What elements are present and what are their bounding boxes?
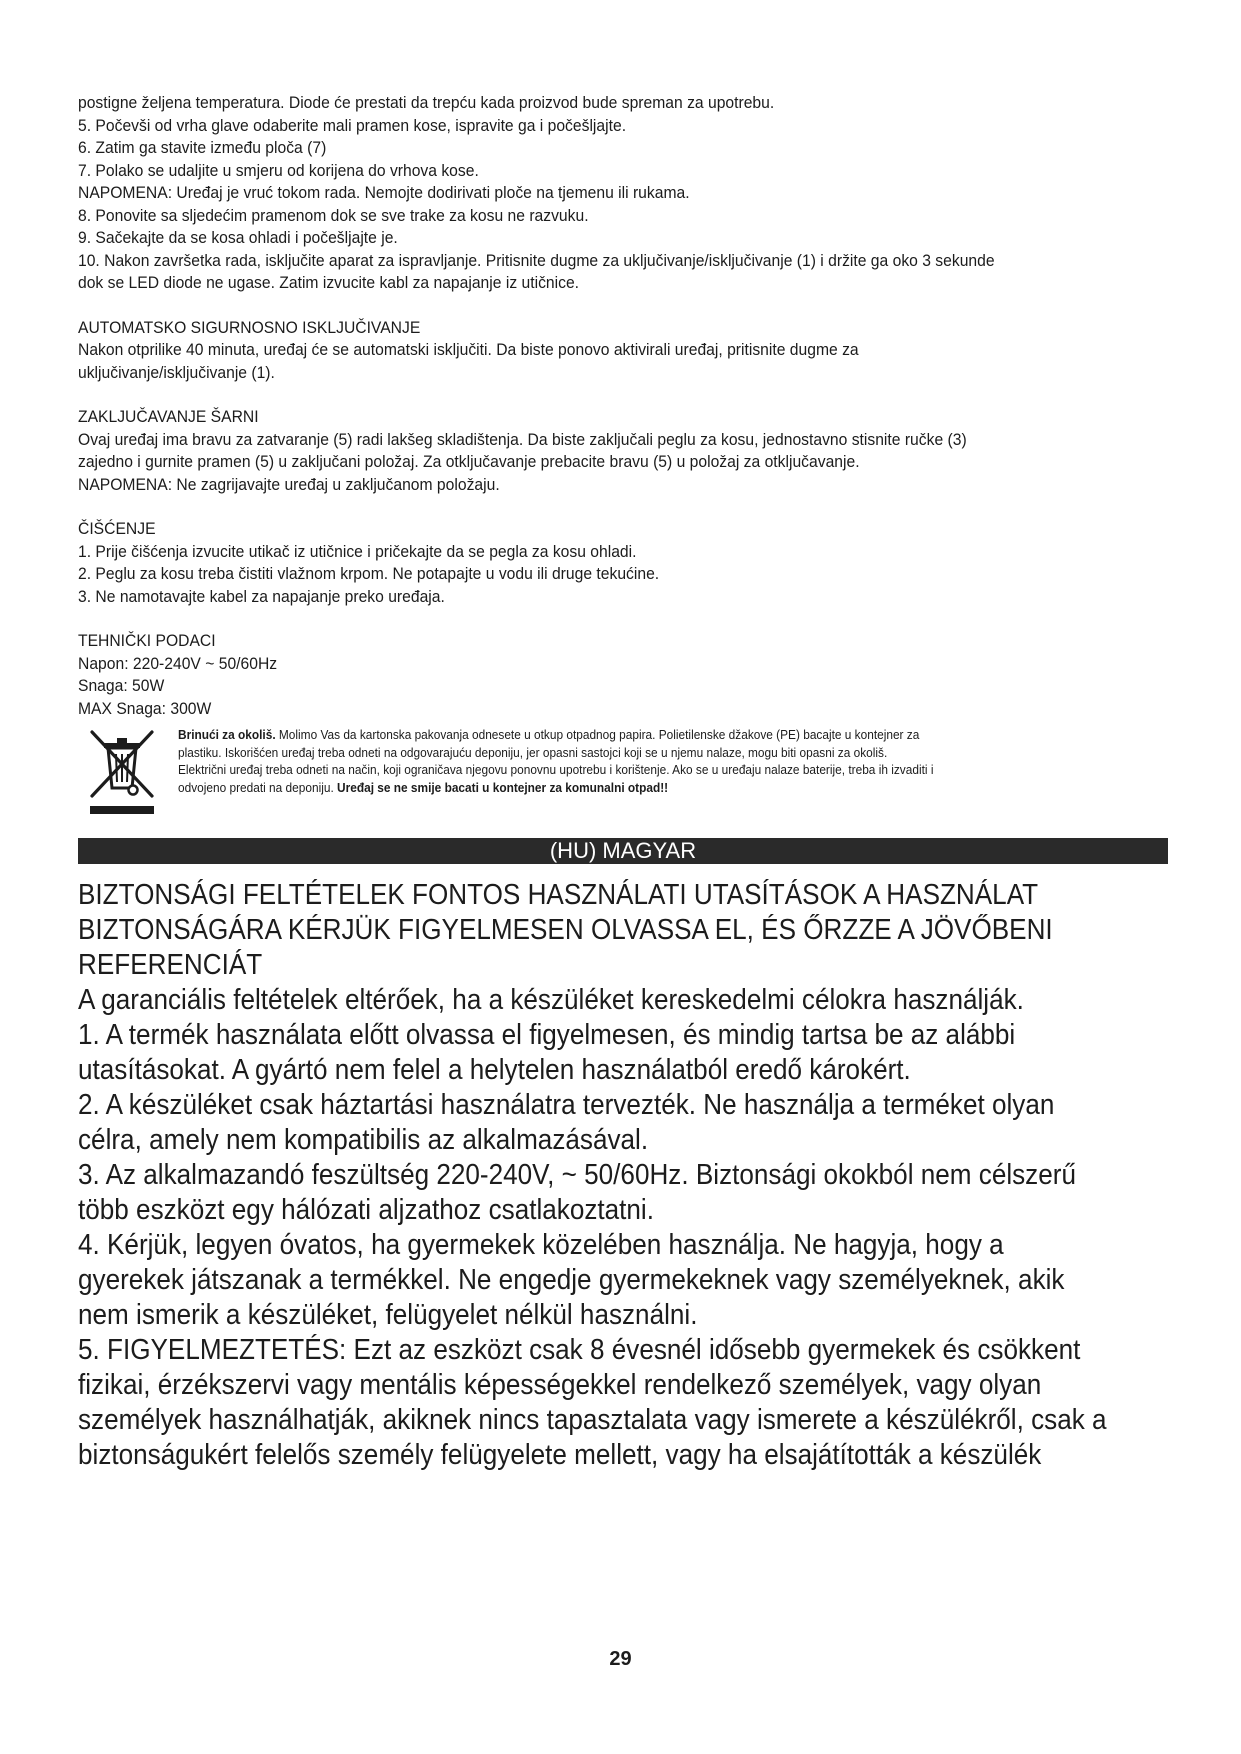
hu-line: gyerekek játszanak a termékkel. Ne engedje gyermekeknek vagy személyeknek, akik [78, 1264, 1065, 1296]
hu-heading-line: REFERENCIÁT [78, 949, 263, 981]
spec-line: MAX Snaga: 300W [78, 699, 212, 718]
cleaning-line: 1. Prije čišćenja izvucite utikač iz utičnice i pričekajte da se pegla za kosu ohladi. [78, 542, 637, 561]
auto-off-line: Nakon otprilike 40 minuta, uređaj će se automatski isključiti. Da biste ponovo aktivirali uređaj, pritisnite dugme za [78, 341, 859, 359]
hu-line: utasításokat. A gyártó nem felel a helytelen használatból eredő károkért. [78, 1054, 911, 1086]
page-number: 29 [609, 1648, 632, 1670]
hu-line: 3. Az alkalmazandó feszültség 220-240V, ~ 50/60Hz. Biztonsági okokból nem célszerű [78, 1159, 1076, 1191]
hinge-lock-line: NAPOMENA: Ne zagrijavajte uređaj u zaključanom položaju. [78, 475, 500, 494]
step-line: dok se LED diode ne ugase. Zatim izvucite kabl za napajanje iz utičnice. [78, 274, 580, 292]
section-heading-auto-off: AUTOMATSKO SIGURNOSNO ISKLJUČIVANJE [78, 318, 421, 337]
section-heading-specs: TEHNIČKI PODACI [78, 632, 216, 650]
step-line: 9. Sačekajte da se kosa ohladi i počešljajte je. [78, 229, 398, 247]
manual-page [78, 92, 1168, 1473]
section-heading-hinge-lock: ZAKLJUČAVANJE ŠARNI [78, 408, 259, 426]
crossed-out-wheelie-bin-icon [86, 726, 162, 816]
hinge-lock-line: zajedno i gurnite pramen (5) u zaključani položaj. Za otključavanje prebacite bravu (5) u položaj za otključavanje. [78, 453, 860, 471]
cleaning-line: 2. Peglu za kosu treba čistiti vlažnom krpom. Ne potapajte u vodu ili druge tekućine. [78, 565, 660, 583]
language-banner: (HU) MAGYAR [78, 838, 1168, 864]
hu-line: 4. Kérjük, legyen óvatos, ha gyermekek közelében használja. Ne hagyja, hogy a [78, 1229, 1004, 1261]
step-line: 5. Počevši od vrha glave odaberite mali pramen kose, ispravite ga i počešljajte. [78, 116, 627, 135]
hu-line: A garanciális feltételek eltérőek, ha a készüléket kereskedelmi célokra használják. [78, 984, 1024, 1016]
spec-line: Napon: 220-240V ~ 50/60Hz [78, 654, 278, 673]
hu-line: 2. A készüléket csak háztartási használatra tervezték. Ne használja a terméket olyan [78, 1089, 1055, 1121]
eco-bold-lead: Brinući za okoliš. [178, 727, 276, 742]
eco-line: plastiku. Iskorišćen uređaj treba odneti na odgovarajuću deponiju, jer opasni sastojci koji se u njemu nalaze, mogu biti opasni za okoliš. [178, 744, 888, 760]
eco-line: odvojeno predati na deponiju. [178, 779, 338, 795]
environment-notice [78, 726, 1168, 812]
hu-line: célra, amely nem kompatibilis az alkalmazásával. [78, 1124, 649, 1156]
environment-notice-text [178, 726, 1159, 796]
step-line: 6. Zatim ga stavite između ploča (7) [78, 139, 327, 157]
section-heading-cleaning: ČIŠĆENJE [78, 520, 156, 538]
serbian-section [78, 92, 1168, 720]
hu-line: személyek használhatják, akiknek nincs tapasztalata vagy ismerete a készülékről, csak a [78, 1404, 1107, 1436]
hu-line: fizikai, érzékszervi vagy mentális képességekkel rendelkező személyek, vagy olyan [78, 1369, 1042, 1401]
eco-line: Električni uređaj treba odneti na način, koji ograničava njegovu ponovnu upotrebu i korištenje. Ako se u uređaju nalaze baterije, treba ih izvaditi i [178, 762, 934, 778]
hu-line: nem ismerik a készüléket, felügyelet nélkül használni. [78, 1299, 698, 1331]
auto-off-line: uključivanje/isključivanje (1). [78, 363, 275, 382]
note-line: NAPOMENA: Uređaj je vruć tokom rada. Nemojte dodirivati ploče na tjemenu ili rukama. [78, 184, 690, 202]
hu-line: több eszközt egy hálózati aljzathoz csatlakoztatni. [78, 1194, 654, 1226]
hu-heading-line: BIZTONSÁGI FELTÉTELEK FONTOS HASZNÁLATI UTASÍTÁSOK A HASZNÁLAT [78, 879, 1039, 911]
step-line: 10. Nakon završetka rada, isključite aparat za ispravljanje. Pritisnite dugme za uključivanje/isključivanje (1) i držite ga oko 3 sekunde [78, 251, 995, 270]
hu-line: 1. A termék használata előtt olvassa el figyelmesen, és mindig tartsa be az alábbi [78, 1019, 1016, 1051]
step-line: 7. Polako se udaljite u smjeru od korijena do vrhova kose. [78, 161, 479, 180]
cleaning-line: 3. Ne namotavajte kabel za napajanje preko uređaja. [78, 587, 445, 606]
step-line: postigne željena temperatura. Diode će prestati da trepću kada proizvod bude spreman za upotrebu. [78, 94, 775, 112]
hu-heading-line: BIZTONSÁGÁRA KÉRJÜK FIGYELMESEN OLVASSA EL, ÉS ŐRZZE A JÖVŐBENI [78, 914, 1053, 946]
eco-line: Molimo Vas da kartonska pakovanja odnesete u otkup otpadnog papira. Polietilenske džakove (PE) bacajte u kontejner za [275, 727, 920, 742]
spec-line: Snaga: 50W [78, 677, 165, 695]
hungarian-section [78, 878, 1169, 1473]
hu-line: biztonságukért felelős személy felügyelete mellett, vagy ha elsajátították a készülék [78, 1439, 1042, 1471]
hinge-lock-line: Ovaj uređaj ima bravu za zatvaranje (5) radi lakšeg skladištenja. Da biste zaključali peglu za kosu, jednostavno stisnite ručke (3) [78, 430, 967, 449]
step-line: 8. Ponovite sa sljedećim pramenom dok se sve trake za kosu ne razvuku. [78, 206, 589, 225]
hu-line: 5. FIGYELMEZTETÉS: Ezt az eszközt csak 8 évesnél idősebb gyermekek és csökkent [78, 1334, 1081, 1366]
eco-warning: Uređaj se ne smije bacati u kontejner za komunalni otpad!! [337, 779, 669, 795]
